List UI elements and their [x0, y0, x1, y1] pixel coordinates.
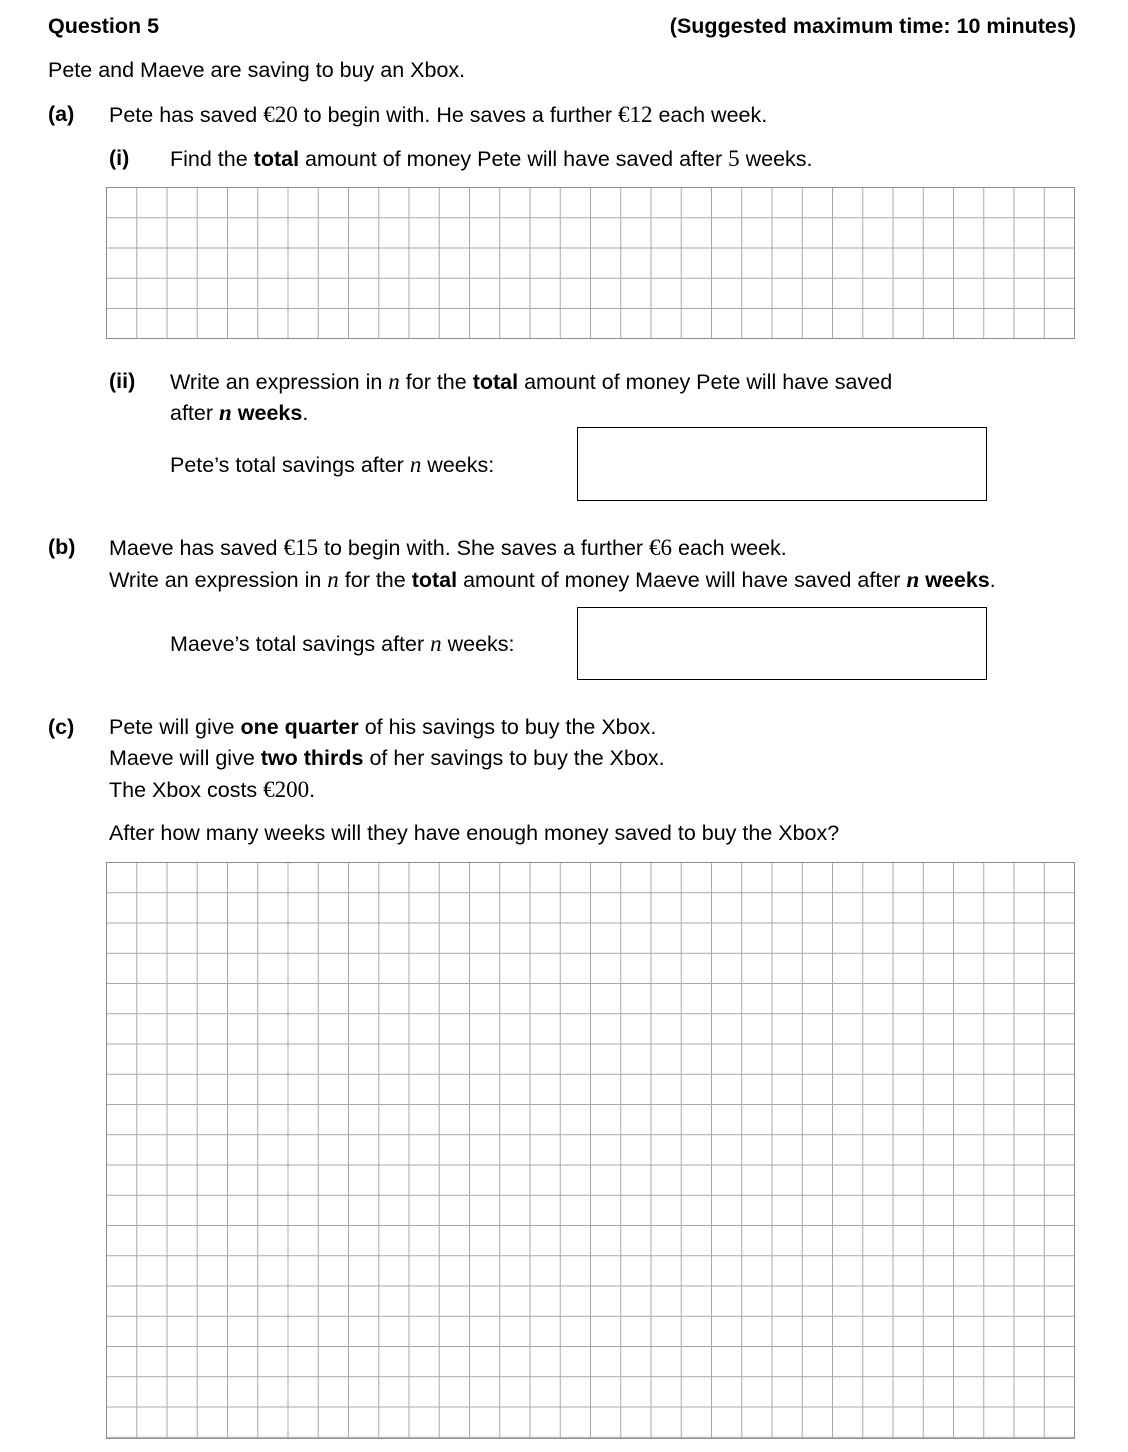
part-a-text: Pete has saved €20 to begin with. He saves a further €12 each week.	[109, 102, 768, 127]
part-a-i-label: (i)	[109, 146, 130, 170]
maeve-answer-prompt: Maeve’s total savings after n weeks:	[170, 631, 515, 656]
part-c-line3: The Xbox costs €200.	[109, 777, 316, 802]
time-note: (Suggested maximum time: 10 minutes)	[669, 14, 1076, 38]
answer-grid-c[interactable]	[106, 862, 1075, 1439]
pete-answer-box[interactable]	[577, 427, 987, 501]
part-b-text-line1: Maeve has saved €15 to begin with. She saves a further €6 each week.	[109, 535, 787, 560]
intro-text: Pete and Maeve are saving to buy an Xbox.	[48, 58, 466, 82]
question-label: Question 5	[48, 14, 160, 38]
part-b-label: (b)	[48, 535, 76, 559]
part-c-label: (c)	[48, 715, 75, 739]
part-a-ii-label: (ii)	[109, 369, 136, 393]
pete-answer-prompt: Pete’s total savings after n weeks:	[170, 452, 495, 477]
part-b-text-line2: Write an expression in n for the total amount of money Maeve will have saved after n weeks.	[109, 567, 996, 592]
part-a-label: (a)	[48, 102, 75, 126]
part-a-i-text: Find the total amount of money Pete will have saved after 5 weeks.	[170, 146, 813, 171]
part-c-question: After how many weeks will they have enough money saved to buy the Xbox?	[109, 821, 840, 845]
part-c-line1: Pete will give one quarter of his savings to buy the Xbox.	[109, 715, 657, 739]
maeve-answer-box[interactable]	[577, 607, 987, 680]
part-a-ii-text-line2: after n weeks.	[170, 400, 309, 425]
part-c-line2: Maeve will give two thirds of her savings to buy the Xbox.	[109, 746, 665, 770]
answer-grid-a-i[interactable]	[106, 187, 1075, 339]
part-a-ii-text-line1: Write an expression in n for the total amount of money Pete will have saved	[170, 369, 893, 394]
